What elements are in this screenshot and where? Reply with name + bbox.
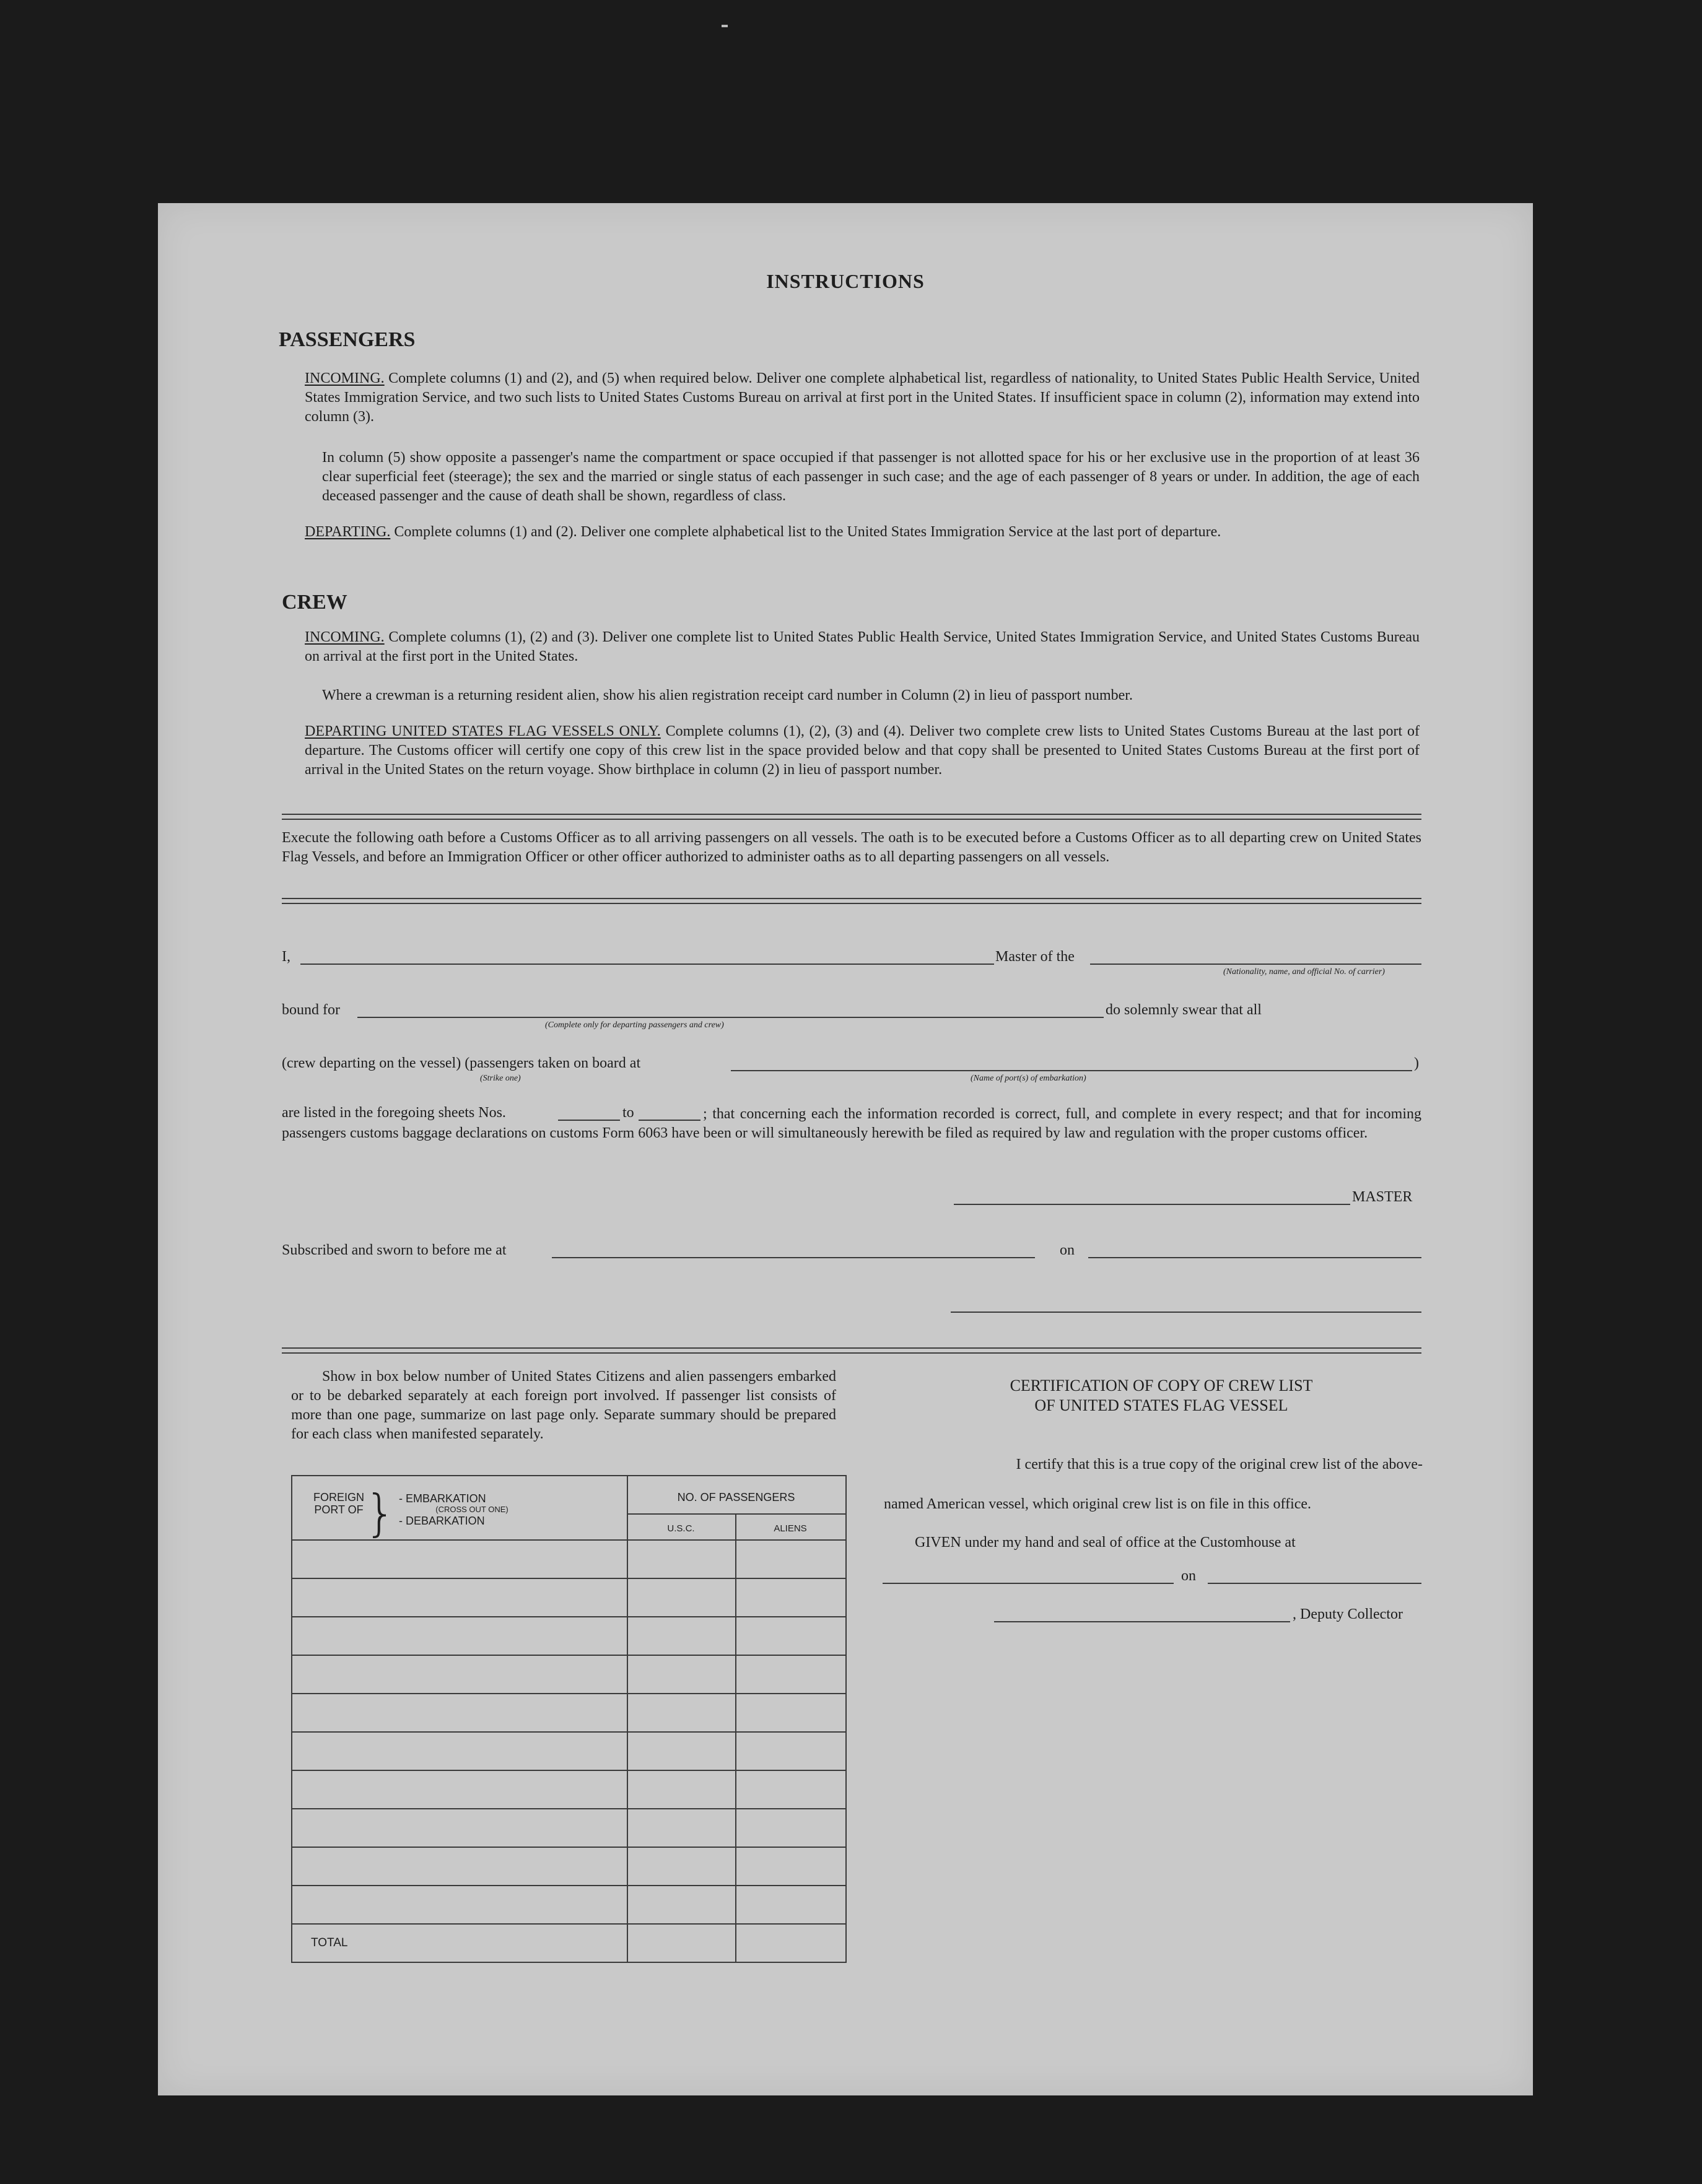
- subscribed-place-line[interactable]: [552, 1257, 1035, 1258]
- summary-divider: [282, 1347, 1421, 1354]
- crew-departing-text: Complete columns (1), (2), (3) and (4). Deliver two complete crew lists to United States Customs Bureau at the last port of departure. The Customs officer will certify one copy of this crew list in the space provided below and that copy shall be presented to United States Customs Bureau at the first port of arrival in the United States on the return voyage. Show birthplace in column (2) in lieu of passport number.: [305, 723, 1420, 778]
- table-row-rule: [292, 1693, 845, 1694]
- oath-divider: [282, 898, 1421, 904]
- col-no-of-passengers: NO. OF PASSENGERS: [677, 1491, 795, 1503]
- passengers-column5-paragraph: In column (5) show opposite a passenger's name the compartment or space occupied if that passenger is not allotted space for his or her exclusive use in the proportion of at least 36 clear superficial feet (steerage); the sex and the married or single status of each passenger in such case; and the age of each passenger of 8 years or under. In addition, the age of each deceased passenger and the cause of death shall be shown, regardless of class.: [322, 450, 1420, 504]
- customhouse-line[interactable]: [883, 1583, 1174, 1584]
- oath-master-of-label: Master of the: [995, 949, 1075, 965]
- certification-on-label: on: [1181, 1568, 1196, 1584]
- table-col-divider-2: [735, 1513, 736, 1962]
- passengers-heading: PASSENGERS: [279, 328, 416, 351]
- deputy-collector-label: , Deputy Collector: [1293, 1606, 1403, 1622]
- table-row-rule: [292, 1808, 845, 1809]
- departing-note: (Complete only for departing passengers and crew): [545, 1020, 724, 1030]
- table-row-rule: [292, 1578, 845, 1579]
- passengers-departing-paragraph: [305, 523, 1420, 542]
- passengers-incoming-text: Complete columns (1) and (2), and (5) when required below. Deliver one complete alphabetical list, regardless of nationality, to United States Public Health Service, United States Immigration Service, and two such lists to United States Customs Bureau on arrival at first port in the United States. If insufficient space in column (2), information may extend into column (3).: [305, 370, 1420, 425]
- nationality-note: (Nationality, name, and official No. of carrier): [1223, 967, 1385, 977]
- debarkation-label: - DEBARKATION: [399, 1515, 485, 1527]
- ports-note: (Name of port(s) of embarkation): [971, 1074, 1086, 1083]
- oath-crew-passengers-label: (crew departing on the vessel) (passengers taken on board at: [282, 1055, 641, 1071]
- strike-one-note: (Strike one): [480, 1074, 521, 1083]
- oath-bound-for-label: bound for: [282, 1002, 340, 1018]
- table-row-rule: [292, 1847, 845, 1848]
- section-divider: [282, 814, 1421, 820]
- oath-carrier-line[interactable]: [1090, 964, 1421, 965]
- certify-text-1: I certify that this is a true copy of the original crew list of the above-: [1016, 1456, 1423, 1473]
- certification-title-2: OF UNITED STATES FLAG VESSEL: [1034, 1396, 1288, 1414]
- col-usc: U.S.C.: [667, 1523, 695, 1534]
- certify-text-2: named American vessel, which original crew list is on file in this office.: [884, 1496, 1312, 1512]
- table-row-rule: [292, 1885, 845, 1886]
- scan-mark: [722, 25, 728, 27]
- brace-glyph: }: [364, 1484, 396, 1542]
- oath-bound-for-line[interactable]: [357, 1017, 1104, 1018]
- oath-embarkation-ports-line[interactable]: [731, 1070, 1412, 1071]
- crew-incoming-paragraph: [305, 628, 1420, 666]
- certification-title-1: CERTIFICATION OF COPY OF CREW LIST: [1010, 1377, 1313, 1394]
- oath-listed-text: ; that concerning each the information recorded is correct, full, and complete in every respect; and that for incoming passengers customs baggage declarations on customs Form 6063 have been or will simultaneously herewith be filed as required by law and regulation with the proper customs officer.: [282, 1106, 1421, 1141]
- certification-date-line[interactable]: [1208, 1583, 1421, 1584]
- master-label: MASTER: [1352, 1189, 1413, 1205]
- passengers-incoming-paragraph: [305, 369, 1420, 427]
- passengers-incoming-label: INCOMING.: [305, 370, 385, 386]
- deputy-collector-signature-line[interactable]: [994, 1621, 1290, 1622]
- table-subheader-rule: [627, 1513, 845, 1515]
- oath-solemnly-label: do solemnly swear that all: [1106, 1002, 1262, 1018]
- table-row-rule: [292, 1616, 845, 1617]
- oath-close-paren: ): [1414, 1055, 1419, 1071]
- oath-listed-label: are listed in the foregoing sheets Nos.: [282, 1105, 506, 1121]
- passengers-departing-text: Complete columns (1) and (2). Deliver one complete alphabetical list to the United States Immigration Service at the last port of departure.: [390, 524, 1221, 540]
- oath-to-label: to: [622, 1105, 634, 1121]
- officer-signature-line[interactable]: [951, 1312, 1421, 1313]
- passengers-departing-label: DEPARTING.: [305, 524, 391, 540]
- table-col-divider-1: [627, 1476, 628, 1962]
- oath-master-name-line[interactable]: [300, 964, 994, 965]
- col-aliens: ALIENS: [774, 1523, 807, 1534]
- crew-departing-label: DEPARTING UNITED STATES FLAG VESSELS ONLY.: [305, 723, 661, 739]
- table-row-rule: [292, 1655, 845, 1656]
- oath-i-label: I,: [282, 949, 290, 965]
- crew-incoming-label: INCOMING.: [305, 629, 385, 645]
- summary-instructions: Show in box below number of United States Citizens and alien passengers embarked or to be debarked separately at each foreign port involved. If passenger list consists of more than one page, summarize on last page only. Separate summary should be prepared for each class when manifested separately.: [291, 1368, 836, 1442]
- table-row-rule: [292, 1731, 845, 1733]
- crew-resident-paragraph: Where a crewman is a returning resident alien, show his alien registration receipt card number in Column (2) in lieu of passport number.: [322, 687, 1133, 703]
- table-row-rule: [292, 1923, 845, 1925]
- crew-departing-paragraph: [305, 722, 1420, 780]
- cross-out-note: (CROSS OUT ONE): [435, 1505, 508, 1514]
- page-title: INSTRUCTIONS: [766, 270, 925, 292]
- subscribed-label: Subscribed and sworn to before me at: [282, 1242, 507, 1258]
- document-page: [158, 203, 1533, 2095]
- total-label: TOTAL: [311, 1936, 348, 1949]
- subscribed-date-line[interactable]: [1088, 1257, 1421, 1258]
- master-signature-line[interactable]: [954, 1204, 1350, 1205]
- embarkation-label: - EMBARKATION: [399, 1492, 486, 1505]
- subscribed-on-label: on: [1060, 1242, 1075, 1258]
- col-foreign-port: FOREIGN PORT OF: [313, 1491, 364, 1516]
- crew-incoming-text: Complete columns (1), (2) and (3). Deliver one complete list to United States Public Health Service, United States Immigration Service, and United States Customs Bureau on arrival at the first port in the United States.: [305, 629, 1420, 664]
- oath-intro: Execute the following oath before a Customs Officer as to all arriving passengers on all vessels. The oath is to be executed before a Customs Officer as to all departing crew on United States Flag Vessels, and before an Immigration Officer or other officer authorized to administer oaths as to all departing passengers on all vessels.: [282, 830, 1421, 865]
- passenger-summary-table: [291, 1475, 847, 1963]
- given-text: GIVEN under my hand and seal of office at the Customhouse at: [915, 1534, 1296, 1551]
- table-row-rule: [292, 1770, 845, 1771]
- crew-heading: CREW: [282, 591, 347, 614]
